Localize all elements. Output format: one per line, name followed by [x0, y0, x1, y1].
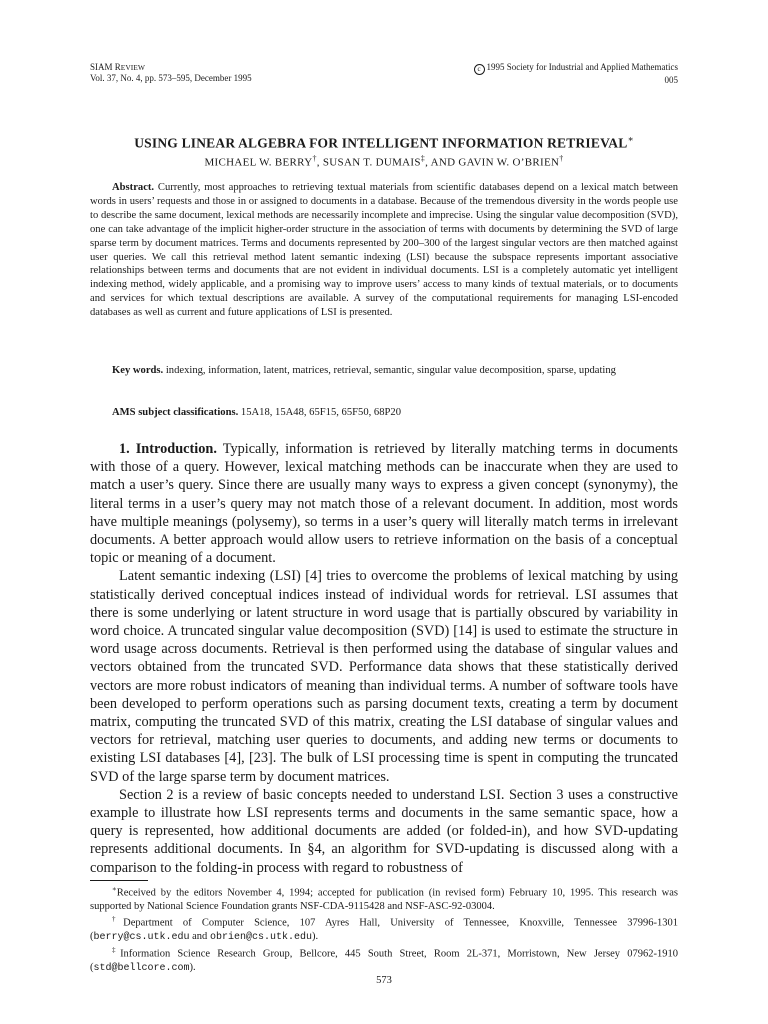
email-link[interactable]: berry@cs.utk.edu: [93, 931, 190, 943]
section-introduction: [90, 440, 678, 877]
author-list: MICHAEL W. BERRY†, SUSAN T. DUMAIS‡, AND GAVIN W. O’BRIEN†: [204, 154, 564, 169]
abstract-text: Currently, most approaches to retrieving textual materials from scientific databases depend on a lexical match between words in users’ requests and those in or assigned to documents in a database. Because of the tremendous diversity in the words people use to describe the same document, lexical methods are necessarily incomplete and imprecise. Using the singular value decomposition (SVD), one can take advantage of the implicit higher-order structure in the association of terms with documents by determining the SVD of large sparse term by document matrices. Terms and documents represented by 200–300 of the largest singular vectors are then matched against user queries. We call this retrieval method latent semantic indexing (LSI) because the subspace represents important associative relationships between terms and documents that are not evident in individual documents. LSI is a completely automatic yet intelligent indexing method, widely applicable, and a promising way to improve users’ access to many kinds of textual materials, or to documents and services for which textual descriptions are available. A survey of the computational requirements for managing LSI-encoded databases as well as current and future applications of LSI is presented.: [90, 182, 678, 319]
section-heading: 1. Introduction.: [119, 441, 217, 457]
footnote: †Department of Computer Science, 107 Ayres Hall, University of Tennessee, Knoxville, Tennessee 37996-1301 (berry@cs.utk.edu and obrien@cs.utk.edu).: [90, 915, 679, 943]
copyright-icon: c: [474, 64, 485, 75]
journal-header: [90, 62, 252, 84]
footnote: ∗Received by the editors November 4, 1994; accepted for publication (in revised form) February 10, 1995. This research was supported by National Science Foundation grants NSF-CDA-9115428 and NSF-ASC-92-03004.: [90, 885, 678, 912]
article-code: 005: [664, 75, 678, 85]
copyright-header: [474, 62, 678, 86]
email-link[interactable]: obrien@cs.utk.edu: [209, 931, 312, 943]
footnote-divider: [90, 880, 148, 881]
paragraph: Latent semantic indexing (LSI) [4] tries to overcome the problems of lexical matching by using statistically derived conceptual indices instead of individual words for retrieval. LSI assumes that there is some underlying or latent structure in word usage that is partially obscured by variability in word choice. A truncated singular value decomposition (SVD) [14] is used to estimate the structure in word usage across documents. Retrieval is then performed using the database of singular values and vectors obtained from the truncated SVD. Performance data shows that these statistically derived vectors are more robust indicators of meaning than individual terms. A number of software tools have been developed to perform operations such as parsing document texts, creating a term by document matrix, computing the truncated SVD of this matrix, creating the LSI database of singular values and vectors for retrieval, matching user queries to documents, and adding new terms or documents to existing LSI databases [4], [23]. The bulk of LSI processing time is spent in computing the truncated SVD of the large sparse term by document matrices.: [90, 568, 678, 785]
abstract: [90, 181, 678, 320]
ams-text: 15A18, 15A48, 65F15, 65F50, 68P20: [240, 407, 402, 418]
page-number: 573: [376, 975, 392, 986]
keywords-text: indexing, information, latent, matrices, retrieval, semantic, singular value decomposition, sparse, updating: [165, 365, 616, 376]
email-link[interactable]: std@bellcore.com: [93, 962, 190, 974]
paragraph: Section 2 is a review of basic concepts needed to understand LSI. Section 3 uses a constructive example to illustrate how LSI represents terms and documents in the same semantic space, how a query is represented, how additional documents are added (or folded-in), and how SVD-updating represents additional documents. In §4, an algorithm for SVD-updating is discussed along with a comparison to the folding-in process with regard to robustness of: [90, 786, 678, 876]
footnotes: [90, 883, 678, 975]
paper-title: USING LINEAR ALGEBRA FOR INTELLIGENT INFORMATION RETRIEVAL∗: [134, 134, 634, 151]
keywords-label: Key words.: [112, 365, 164, 376]
copyright-line: c 1995 Society for Industrial and Applied Mathematics: [474, 62, 678, 75]
ams-classifications: [112, 407, 401, 418]
title-footnote-mark: ∗: [627, 134, 634, 144]
keywords: [90, 364, 678, 378]
ams-label: AMS subject classifications.: [112, 407, 239, 418]
abstract-label: Abstract.: [112, 182, 155, 193]
footnote: ‡Information Science Research Group, Bellcore, 445 South Street, Room 2L-371, Morristown, New Jersey 07962-1910 (std@bellcore.com).: [90, 946, 678, 974]
volume-line: Vol. 37, No. 4, pp. 573–595, December 1995: [90, 73, 252, 83]
journal-name: SIAM REVIEW: [90, 62, 145, 72]
paragraph: 1. Introduction. Typically, information is retrieved by literally matching terms in documents with those of a query. However, lexical matching methods can be inaccurate when they are used to match a user’s query. Since there are usually many ways to express a given concept (synonymy), the literal terms in a user’s query may not match those of a relevant document. In addition, most words have multiple meanings (polysemy), so terms in a user’s query will literally match terms in irrelevant documents. A better approach would allow users to retrieve information on the basis of a conceptual topic or meaning of a document.: [90, 441, 678, 567]
